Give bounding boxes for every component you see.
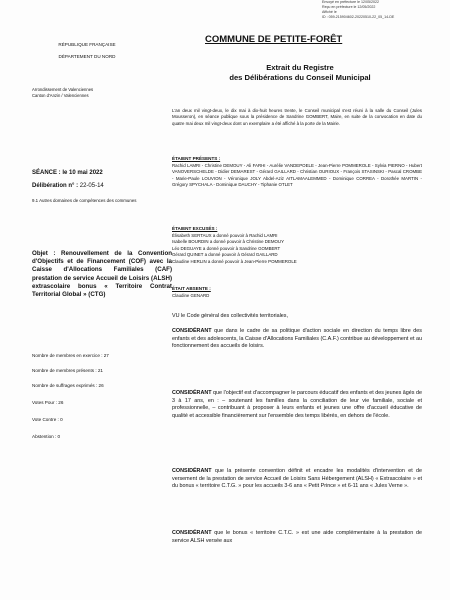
considerant-keyword: CONSIDÉRANT xyxy=(172,468,212,474)
presents-heading: ÉTAIENT PRÉSENTS : xyxy=(172,156,221,161)
considerant-text: que la présente convention définit et encadre les modalités d'intervention et de versement de la prestation de service Accueil de Loisirs Sans Hébergement (ALSH) « Extrascolaire » et du bonus « territoire C.T.G. » pour les accueils 3-6 ans « Petit Prince » et 6-11 ans « Jules Verne ». xyxy=(172,468,422,490)
stamp-line: Affiché le xyxy=(322,10,337,14)
stamp-line: Envoyé en préfecture le 12/05/2022 xyxy=(322,0,379,4)
arrondissement-block xyxy=(32,87,182,99)
considerant-text: que l'objectif est d'accompagner le parcours éducatif des enfants et des jeunes âgés de 3 à 17 ans, en : – soutenant les familles dans la conciliation de leur vie familiale, sociale et professionnelle, – contribuant à proposer à leurs enfants et jeunes une offre d'accueil éducative de qualité et accessible financièrement sur l'ensemble des temps libérés, en dehors de l'école. xyxy=(172,390,422,419)
absente-name: Claudine GENARD xyxy=(172,292,210,298)
deliberation-label: Délibération n° : xyxy=(32,183,79,189)
deliberation-value: 22-05-14 xyxy=(79,183,104,189)
departement-label: DÉPARTEMENT DU NORD xyxy=(58,54,116,59)
commune-title: COMMUNE DE PETITE-FORÊT xyxy=(205,34,343,45)
considerant-text: que le bonus « territoire C.T.C. » est une aide complémentaire à la prestation de service ALSH versée aux xyxy=(172,530,422,544)
considerant-paragraph xyxy=(172,468,422,491)
deliberations-line: des Délibérations du Conseil Municipal xyxy=(229,73,371,82)
excuse-line: Gérard QUINET a donné pouvoir à Gérard GAILLARD xyxy=(172,252,278,258)
stamp-line: Reçu en préfecture le 12/05/2022 xyxy=(322,5,376,9)
considerant-text: que dans le cadre de sa politique d'action sociale en direction du temps libre des enfants et des adolescents, la Caisse d'Allocations Familiales (C.A.F.) contribue au développement et au fonctionnement des accueils de loisirs. xyxy=(172,328,422,350)
votes-expressed: Nombre de suffrages exprimés : 26 xyxy=(32,383,104,388)
considerant-paragraph xyxy=(172,530,422,545)
theme-label: 9.1 Autres domaines de compétences des communes xyxy=(32,198,137,203)
republique-label: RÉPUBLIQUE FRANÇAISE xyxy=(58,42,116,47)
seance-date: SÉANCE : le 10 mai 2022 xyxy=(32,170,103,176)
presents-list: Rachid LAMRI - Christine DEMOUY - Ali FARHI - Aurélie VANDEPOELE - Jean-Pierre POMMEROLE - Sylvia PIERNO - Hubert VANOVERSCHELDE - Didier DEMAREST - Gérard GAILLARD - Christian OURIOUX - François STASINSKI - Pascal CROMBE - Marie-Paule LOUVION - Véronique JOLY Abdel-Aziz AITLAMAALEMMED - Dominique CORREA - Dorothée MARTIN - Grégory SPYCHALA - Dominique DAUCHY - Tiphanie OTLET xyxy=(172,162,422,188)
votes-for: Votes Pour : 26 xyxy=(32,400,64,405)
considerant-keyword: CONSIDÉRANT xyxy=(172,328,212,334)
excuse-line: Léo DEGUAYE a donné pouvoir à Sandrine GOMBERT xyxy=(172,245,281,251)
extrait-line: Extrait du Registre xyxy=(266,63,334,72)
abstentions: Abstention : 0 xyxy=(32,434,61,439)
considerant-keyword: CONSIDÉRANT xyxy=(172,390,212,396)
absente-heading: ÉTAIT ABSENTE : xyxy=(172,286,211,291)
objet-paragraph: Objet : Renouvellement de la Convention d'Objectifs et de Financement (COF) avec la Caisse d'Allocations Familiales (CAF) prestation de service Accueil de Loisirs (ALSH) extrascolaire bonus « Territoire Contrat Territorial Global » (CTG) xyxy=(32,250,172,299)
arrondissement-label: Arrondissement de Valenciennes xyxy=(32,87,94,92)
absente-section xyxy=(172,286,422,299)
stamp-line: ID : 059-215904602-20220510-22_05_14-DE xyxy=(322,15,395,19)
vu-line: VU le Code général des collectivités territoriales, xyxy=(172,313,288,319)
presents-section xyxy=(172,156,422,189)
excuses-section xyxy=(172,226,422,266)
intro-paragraph: L'an deux mil vingt-deux, le dix mai à dix-huit heures trente, le Conseil municipal s'est réuni à la salle du Conseil (Jules Mousseron), en séance publique sous la présidence de Sandrine GOMBERT, Maire, en suite de la convocation en date du quatre mai deux mil vingt-deux dont un exemplaire a été affiché à la porte de la Mairie. xyxy=(172,108,422,126)
excuse-line: Isabelle BOURDIN a donné pouvoir à Christine DEMOUY xyxy=(172,239,285,245)
republique-header xyxy=(32,42,182,60)
excuse-line: Élisabeth SERTAUX a donné pouvoir à Rachid LAMRI xyxy=(172,232,278,238)
registre-title xyxy=(185,63,415,83)
members-present: Nombre de membres présents : 21 xyxy=(32,368,103,373)
excuses-heading: ÉTAIENT EXCUSÉS : xyxy=(172,226,218,231)
considerant-keyword: CONSIDÉRANT xyxy=(172,530,212,536)
considerant-paragraph xyxy=(172,390,422,420)
votes-against: Vote Contre : 0 xyxy=(32,417,63,422)
deliberation-number xyxy=(32,183,104,189)
canton-label: Canton d'Anzin / Valenciennes xyxy=(32,93,89,98)
prefecture-stamp xyxy=(322,0,448,20)
considerant-paragraph xyxy=(172,328,422,351)
excuse-line: Claudine HERLIN a donné pouvoir à Jean-Pierre POMMEROLE xyxy=(172,258,297,264)
members-in-office: Nombre de membres en exercice : 27 xyxy=(32,353,109,358)
